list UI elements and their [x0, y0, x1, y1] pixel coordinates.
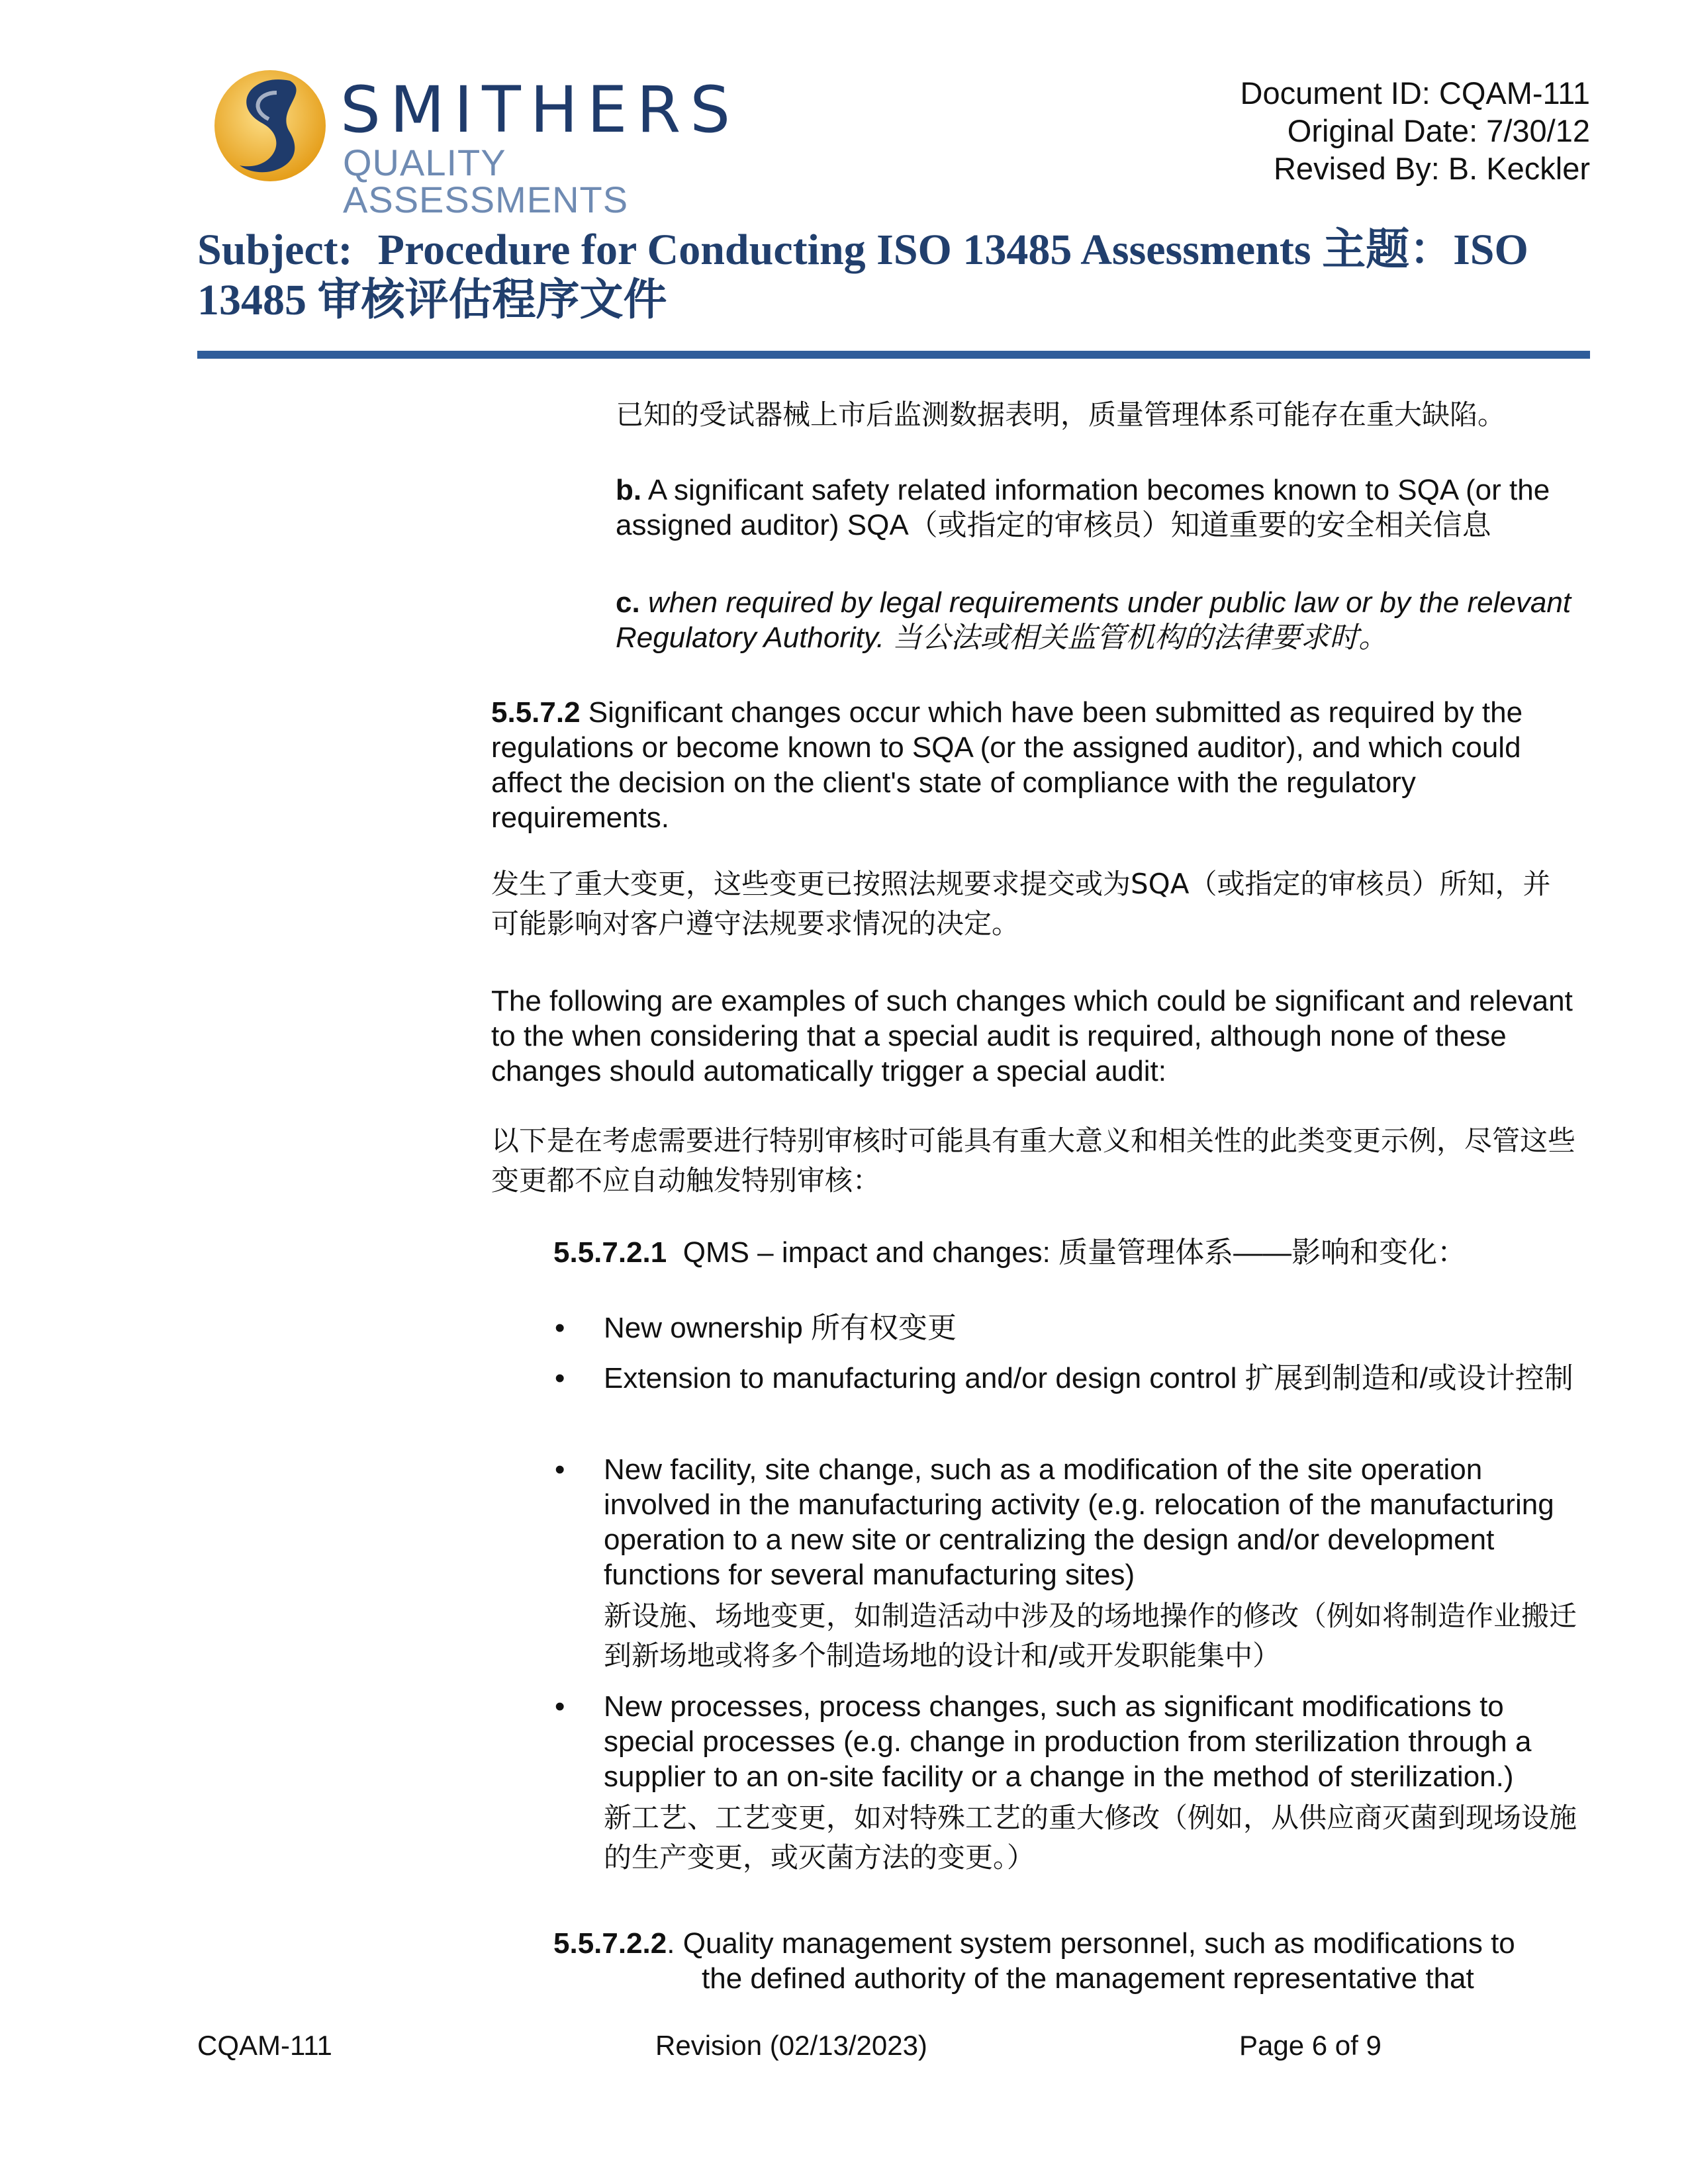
bullet-item-en: New processes, process changes, such as significant modifications to special processes (e.g. change in production from sterilization through a supplier to an on-site facility or a change in the method of sterilization.) [604, 1690, 1532, 1793]
item-b-text: A significant safety related information becomes known to SQA (or the assigned auditor) SQA（或指定的审核员）知道重要的安全相关信息 [616, 474, 1550, 541]
header-divider [197, 351, 1590, 359]
document-meta [1241, 74, 1590, 187]
bullet-marker: • [555, 1312, 565, 1344]
company-logo [211, 66, 767, 220]
item-c-label: c. [616, 586, 640, 619]
footer-page-number: Page 6 of 9 [1239, 2030, 1382, 2061]
section-5-5-7-2-cn: 发生了重大变更，这些变更已按照法规要求提交或为SQA（或指定的审核员）所知，并可能影响对客户遵守法规要求情况的决定。 [491, 868, 1551, 940]
examples-paragraph-cn: 以下是在考虑需要进行特别审核时可能具有重大意义和相关性的此类变更示例，尽管这些变更都不应自动触发特别审核： [491, 1124, 1576, 1197]
section-text: Significant changes occur which have been submitted as required by the regulations or become known to SQA (or the assigned auditor), and which could affect the decision on the client's state of compliance with the regulatory requirements. [491, 696, 1523, 834]
bullet-item: Extension to manufacturing and/or design control 扩展到制造和/或设计控制 [604, 1362, 1573, 1394]
subsection-number: 5.5.7.2.2 [553, 1927, 667, 1960]
subject-text: Procedure for Conducting ISO 13485 Assessments 主题：ISO 13485 审核评估程序文件 [197, 226, 1528, 324]
list-item-b [616, 473, 1595, 543]
bullet-marker: • [555, 1453, 565, 1486]
item-b-label: b. [616, 474, 642, 506]
original-date: Original Date: 7/30/12 [1287, 113, 1590, 148]
section-5-5-7-2-2 [553, 1926, 1599, 1996]
logo-wordmark: SMITHERS [340, 73, 740, 147]
subsection-line-2: the defined authority of the management representative that [702, 1962, 1474, 1995]
smithers-logo-mark [211, 66, 330, 185]
section-5-5-7-2 [491, 695, 1595, 835]
logo-subtitle: QUALITY ASSESSMENTS [343, 142, 629, 220]
list-item-c [616, 585, 1595, 655]
bullet-item-en: New facility, site change, such as a modification of the site operation involved in the manufacturing activity (e.g. relocation of the manufacturing operation to a new site or centralizing the design and/or development functions for several manufacturing sites) [604, 1453, 1554, 1591]
bullet-item: New ownership 所有权变更 [604, 1312, 957, 1344]
section-number: 5.5.7.2 [491, 696, 581, 729]
subject-heading [197, 225, 1594, 326]
bullet-marker: • [555, 1690, 565, 1723]
revised-by: Revised By: B. Keckler [1273, 151, 1590, 186]
subject-label: Subject: [197, 226, 353, 274]
subsection-text: QMS – impact and changes: 质量管理体系——影响和变化： [682, 1236, 1467, 1269]
footer-revision: Revision (02/13/2023) [655, 2030, 927, 2061]
bullet-item [604, 1689, 1597, 1878]
bullet-marker: • [555, 1362, 565, 1394]
examples-paragraph: The following are examples of such changes which could be significant and relevant to the when considering that a special audit is required, although none of these changes should automatically trigger a special audit: [491, 985, 1573, 1087]
bullet-item-cn: 新工艺、工艺变更，如对特殊工艺的重大修改（例如，从供应商灭菌到现场设施的生产变更，或灭菌方法的变更。） [604, 1801, 1577, 1874]
paragraph-cn-top: 已知的受试器械上市后监测数据表明，质量管理体系可能存在重大缺陷。 [616, 398, 1506, 431]
subsection-line-1: . Quality management system personnel, such as modifications to [667, 1927, 1515, 1960]
section-5-5-7-2-1 [553, 1235, 1593, 1270]
subsection-number: 5.5.7.2.1 [553, 1236, 667, 1269]
footer-doc-id: CQAM-111 [197, 2030, 332, 2061]
item-c-text: when required by legal requirements under public law or by the relevant Regulatory Authority. 当公法或相关监管机构的法律要求时。 [616, 586, 1571, 654]
document-id: Document ID: CQAM-111 [1240, 75, 1590, 111]
bullet-item [604, 1452, 1597, 1676]
bullet-item-cn: 新设施、场地变更，如制造活动中涉及的场地操作的修改（例如将制造作业搬迁到新场地或将多个制造场地的设计和/或开发职能集中） [604, 1600, 1577, 1672]
